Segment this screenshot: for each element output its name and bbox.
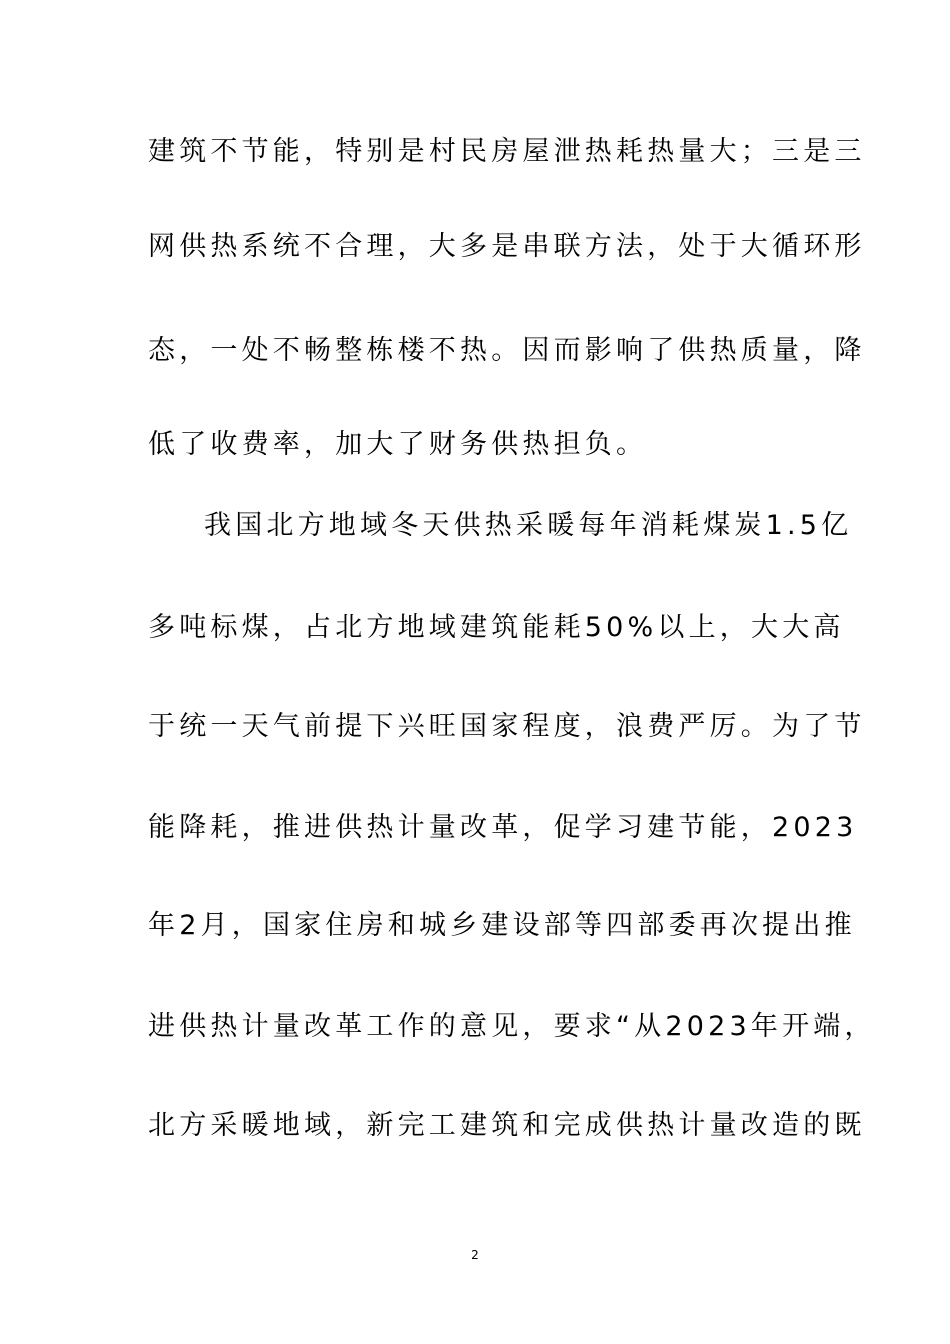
text-line-4: 低了收费率，加大了财务供热担负。 — [148, 429, 648, 460]
text-line-8: 能降耗，推进供热计量改革，促学习建节能，2023 — [148, 812, 858, 843]
text-line-11: 北方采暖地域，新完工建筑和完成供热计量改造的既 — [148, 1110, 866, 1141]
page-number: 2 — [471, 1248, 479, 1262]
text-line-9: 年2月，国家住房和城乡建设部等四部委再次提出推 — [148, 910, 856, 941]
text-line-5: 我国北方地域冬天供热采暖每年消耗煤炭1.5亿 — [204, 510, 853, 541]
text-line-7: 于统一天气前提下兴旺国家程度，浪费严厉。为了节 — [148, 711, 866, 742]
text-line-3: 态，一处不畅整栋楼不热。因而影响了供热质量，降 — [148, 335, 866, 366]
text-line-1: 建筑不节能，特别是村民房屋泄热耗热量大；三是三 — [148, 136, 866, 167]
text-line-10: 进供热计量改革工作的意见，要求“从2023年开端， — [148, 1011, 876, 1042]
text-line-2: 网供热系统不合理，大多是串联方法，处于大循环形 — [148, 231, 866, 262]
text-line-6: 多吨标煤，占北方地域建筑能耗50%以上，大大高 — [148, 612, 845, 643]
